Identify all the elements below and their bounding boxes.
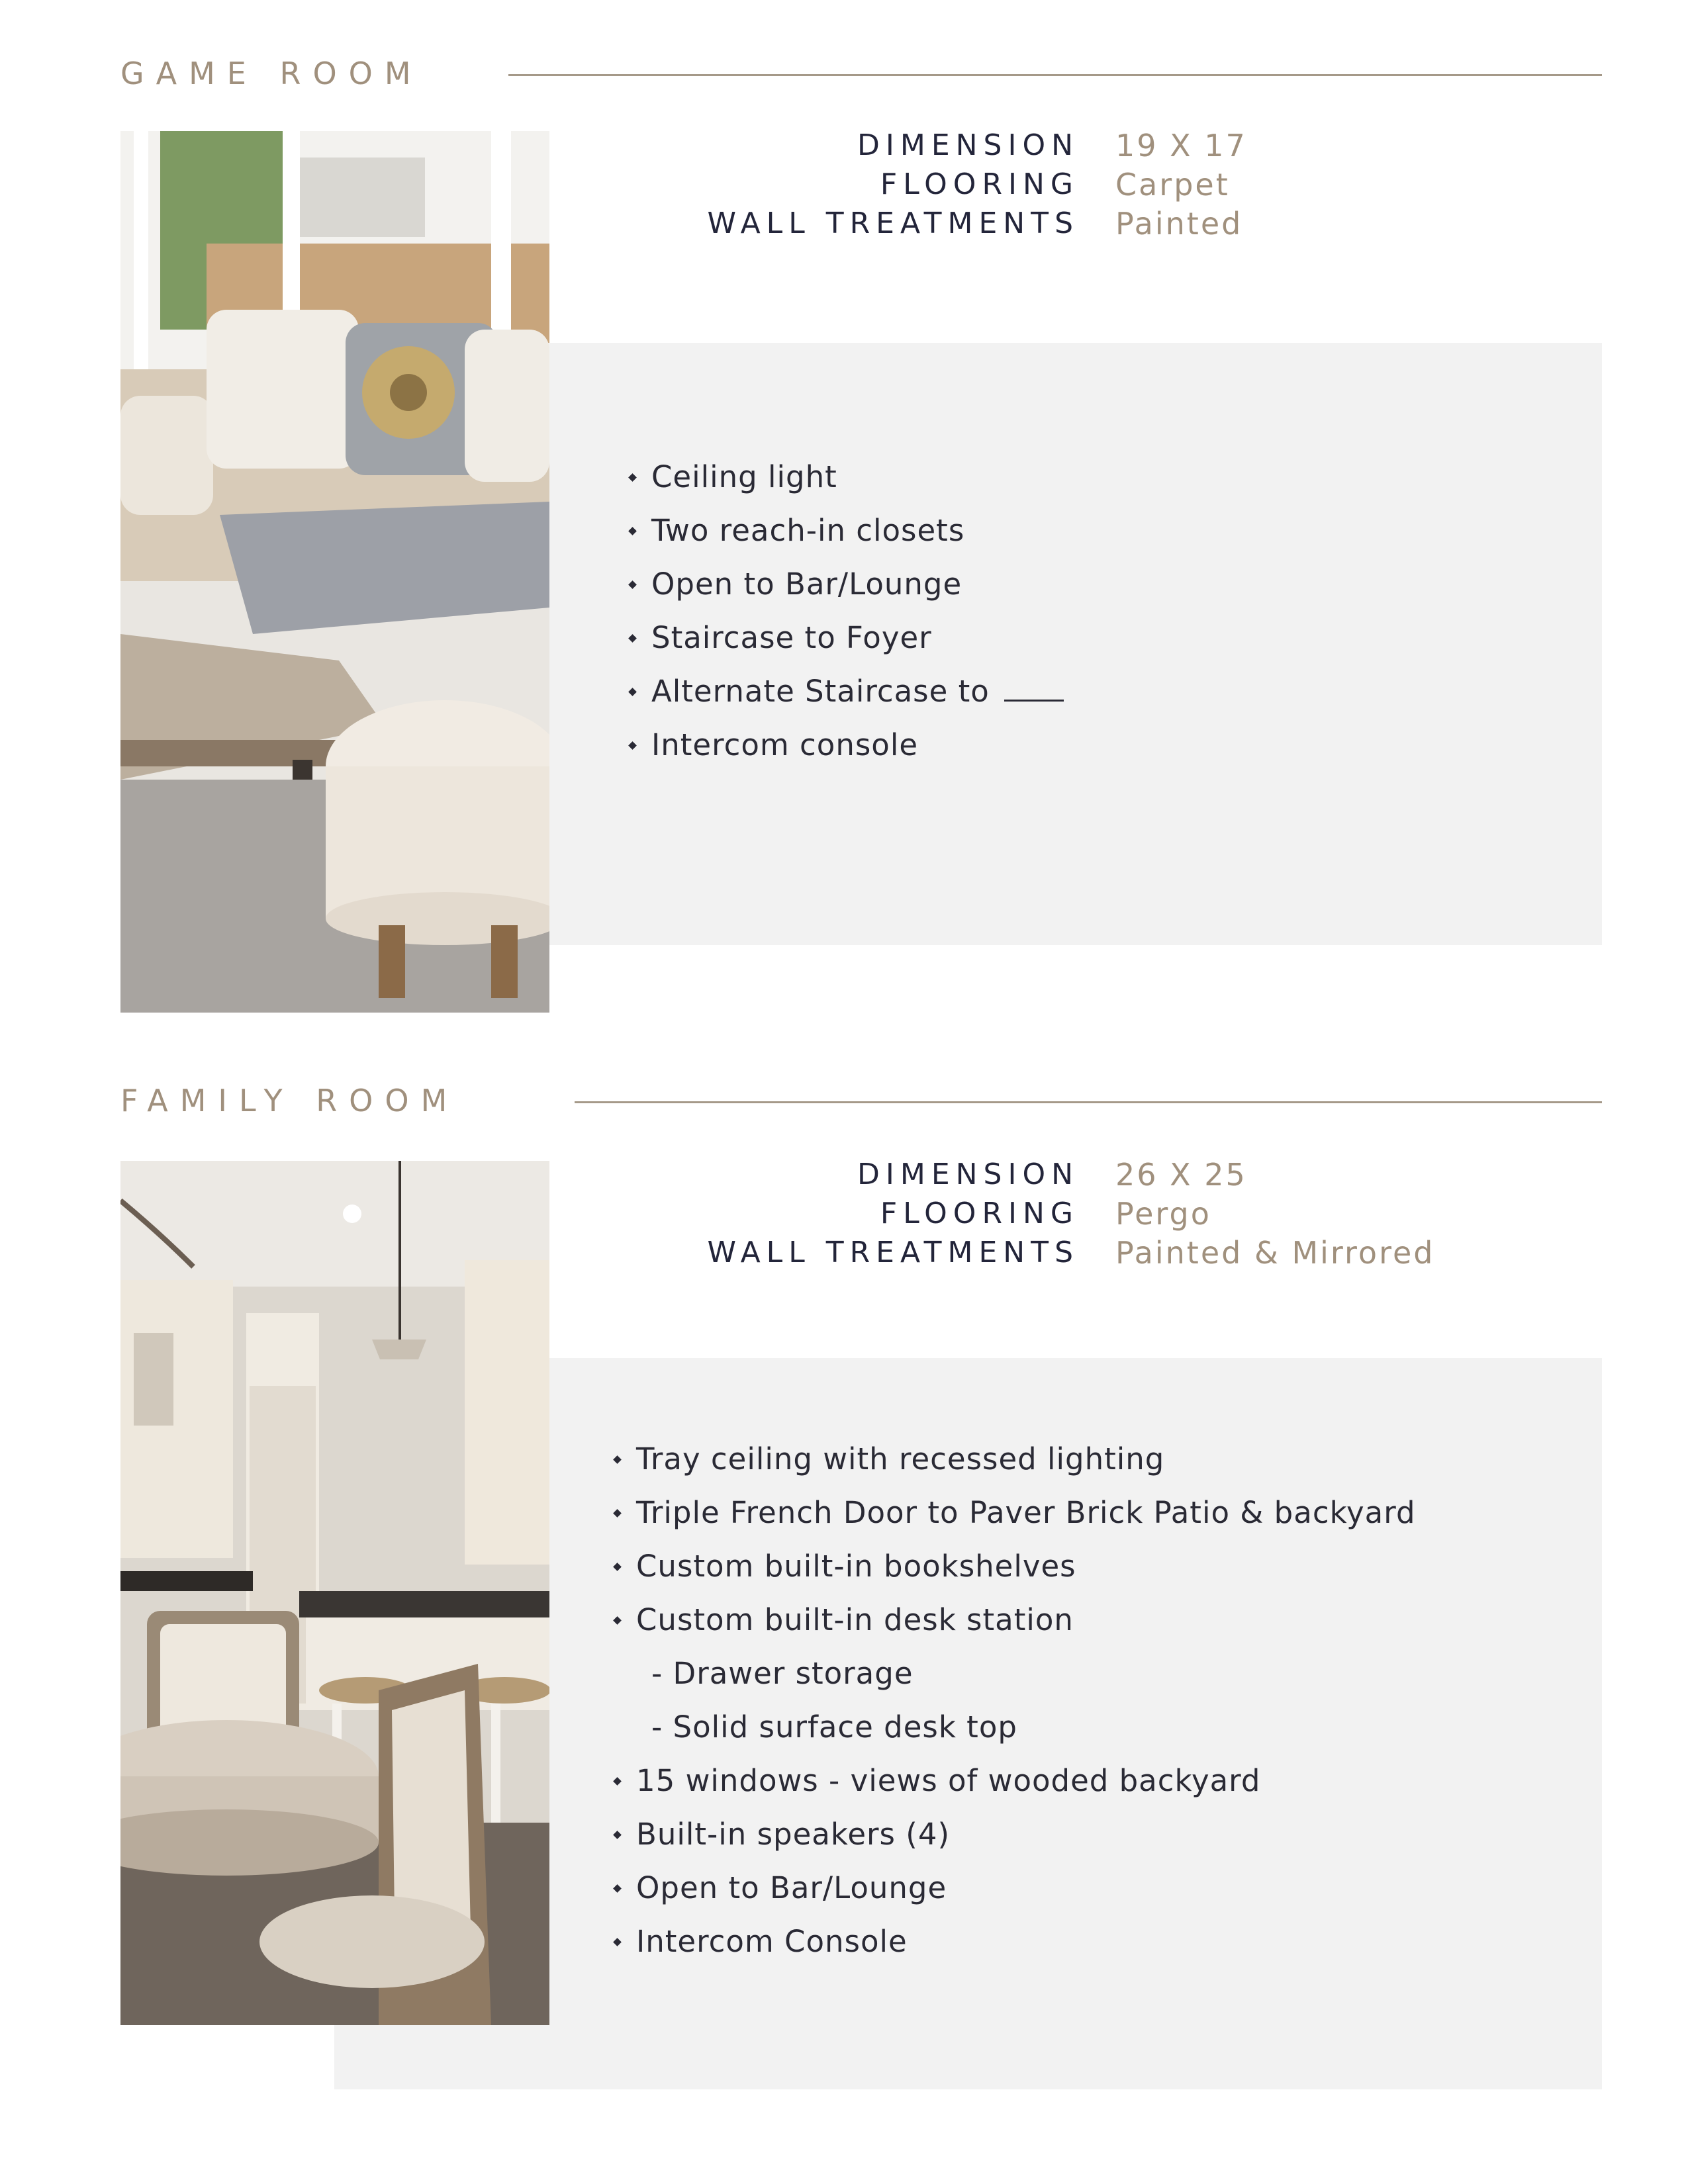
game-room-specs: [596, 126, 1589, 243]
list-item: Alternate Staircase to: [628, 664, 1064, 718]
game-room-features-list: [628, 450, 1064, 772]
spec-row-wall-treatments: [596, 204, 1589, 243]
list-item: Ceiling light: [628, 450, 1064, 504]
list-sub-item: - Solid surface desk top: [651, 1709, 1017, 1745]
family-room-specs: [596, 1155, 1589, 1272]
list-item: Intercom Console: [613, 1915, 1416, 1968]
spec-label: WALL TREATMENTS: [707, 206, 1079, 240]
game-room-title: GAME ROOM: [120, 56, 423, 91]
blank-line: [1004, 680, 1064, 702]
game-room-divider: [508, 74, 1602, 76]
spec-value: Painted: [1115, 205, 1243, 242]
spec-label: DIMENSION: [857, 128, 1079, 162]
list-item: 15 windows - views of wooded backyard: [613, 1754, 1416, 1807]
list-item: Staircase to Foyer: [628, 611, 1064, 664]
spec-row-dimension: [596, 1155, 1589, 1194]
game-room-photo: [120, 131, 549, 1013]
list-item: Open to Bar/Lounge: [613, 1861, 1416, 1915]
spec-row-dimension: [596, 126, 1589, 165]
spec-row-flooring: [596, 1194, 1589, 1233]
spec-value: 19 X 17: [1115, 127, 1247, 163]
spec-value: Carpet: [1115, 166, 1230, 203]
family-room-title: FAMILY ROOM: [120, 1083, 459, 1118]
list-item: Intercom console: [628, 718, 1064, 772]
list-item: Custom built-in desk station: [613, 1593, 1416, 1647]
spec-value: 26 X 25: [1115, 1156, 1247, 1193]
spec-value: Pergo: [1115, 1195, 1211, 1232]
family-room-divider: [575, 1101, 1602, 1103]
list-sub-item: - Drawer storage: [651, 1656, 914, 1691]
spec-label: DIMENSION: [857, 1158, 1079, 1191]
list-item: Tray ceiling with recessed lighting: [613, 1432, 1416, 1486]
spec-row-wall-treatments: [596, 1233, 1589, 1272]
spec-label: WALL TREATMENTS: [707, 1236, 1079, 1269]
family-room-features-list: [613, 1432, 1416, 1968]
spec-label: FLOORING: [880, 1197, 1079, 1230]
family-room-photo: [120, 1161, 549, 2025]
list-item: Custom built-in bookshelves: [613, 1539, 1416, 1593]
list-item: Open to Bar/Lounge: [628, 557, 1064, 611]
spec-value: Painted & Mirrored: [1115, 1234, 1435, 1271]
list-item: Triple French Door to Paver Brick Patio & backyard: [613, 1486, 1416, 1539]
list-item: Two reach-in closets: [628, 504, 1064, 557]
list-item: Built-in speakers (4): [613, 1807, 1416, 1861]
spec-row-flooring: [596, 165, 1589, 204]
spec-label: FLOORING: [880, 167, 1079, 201]
